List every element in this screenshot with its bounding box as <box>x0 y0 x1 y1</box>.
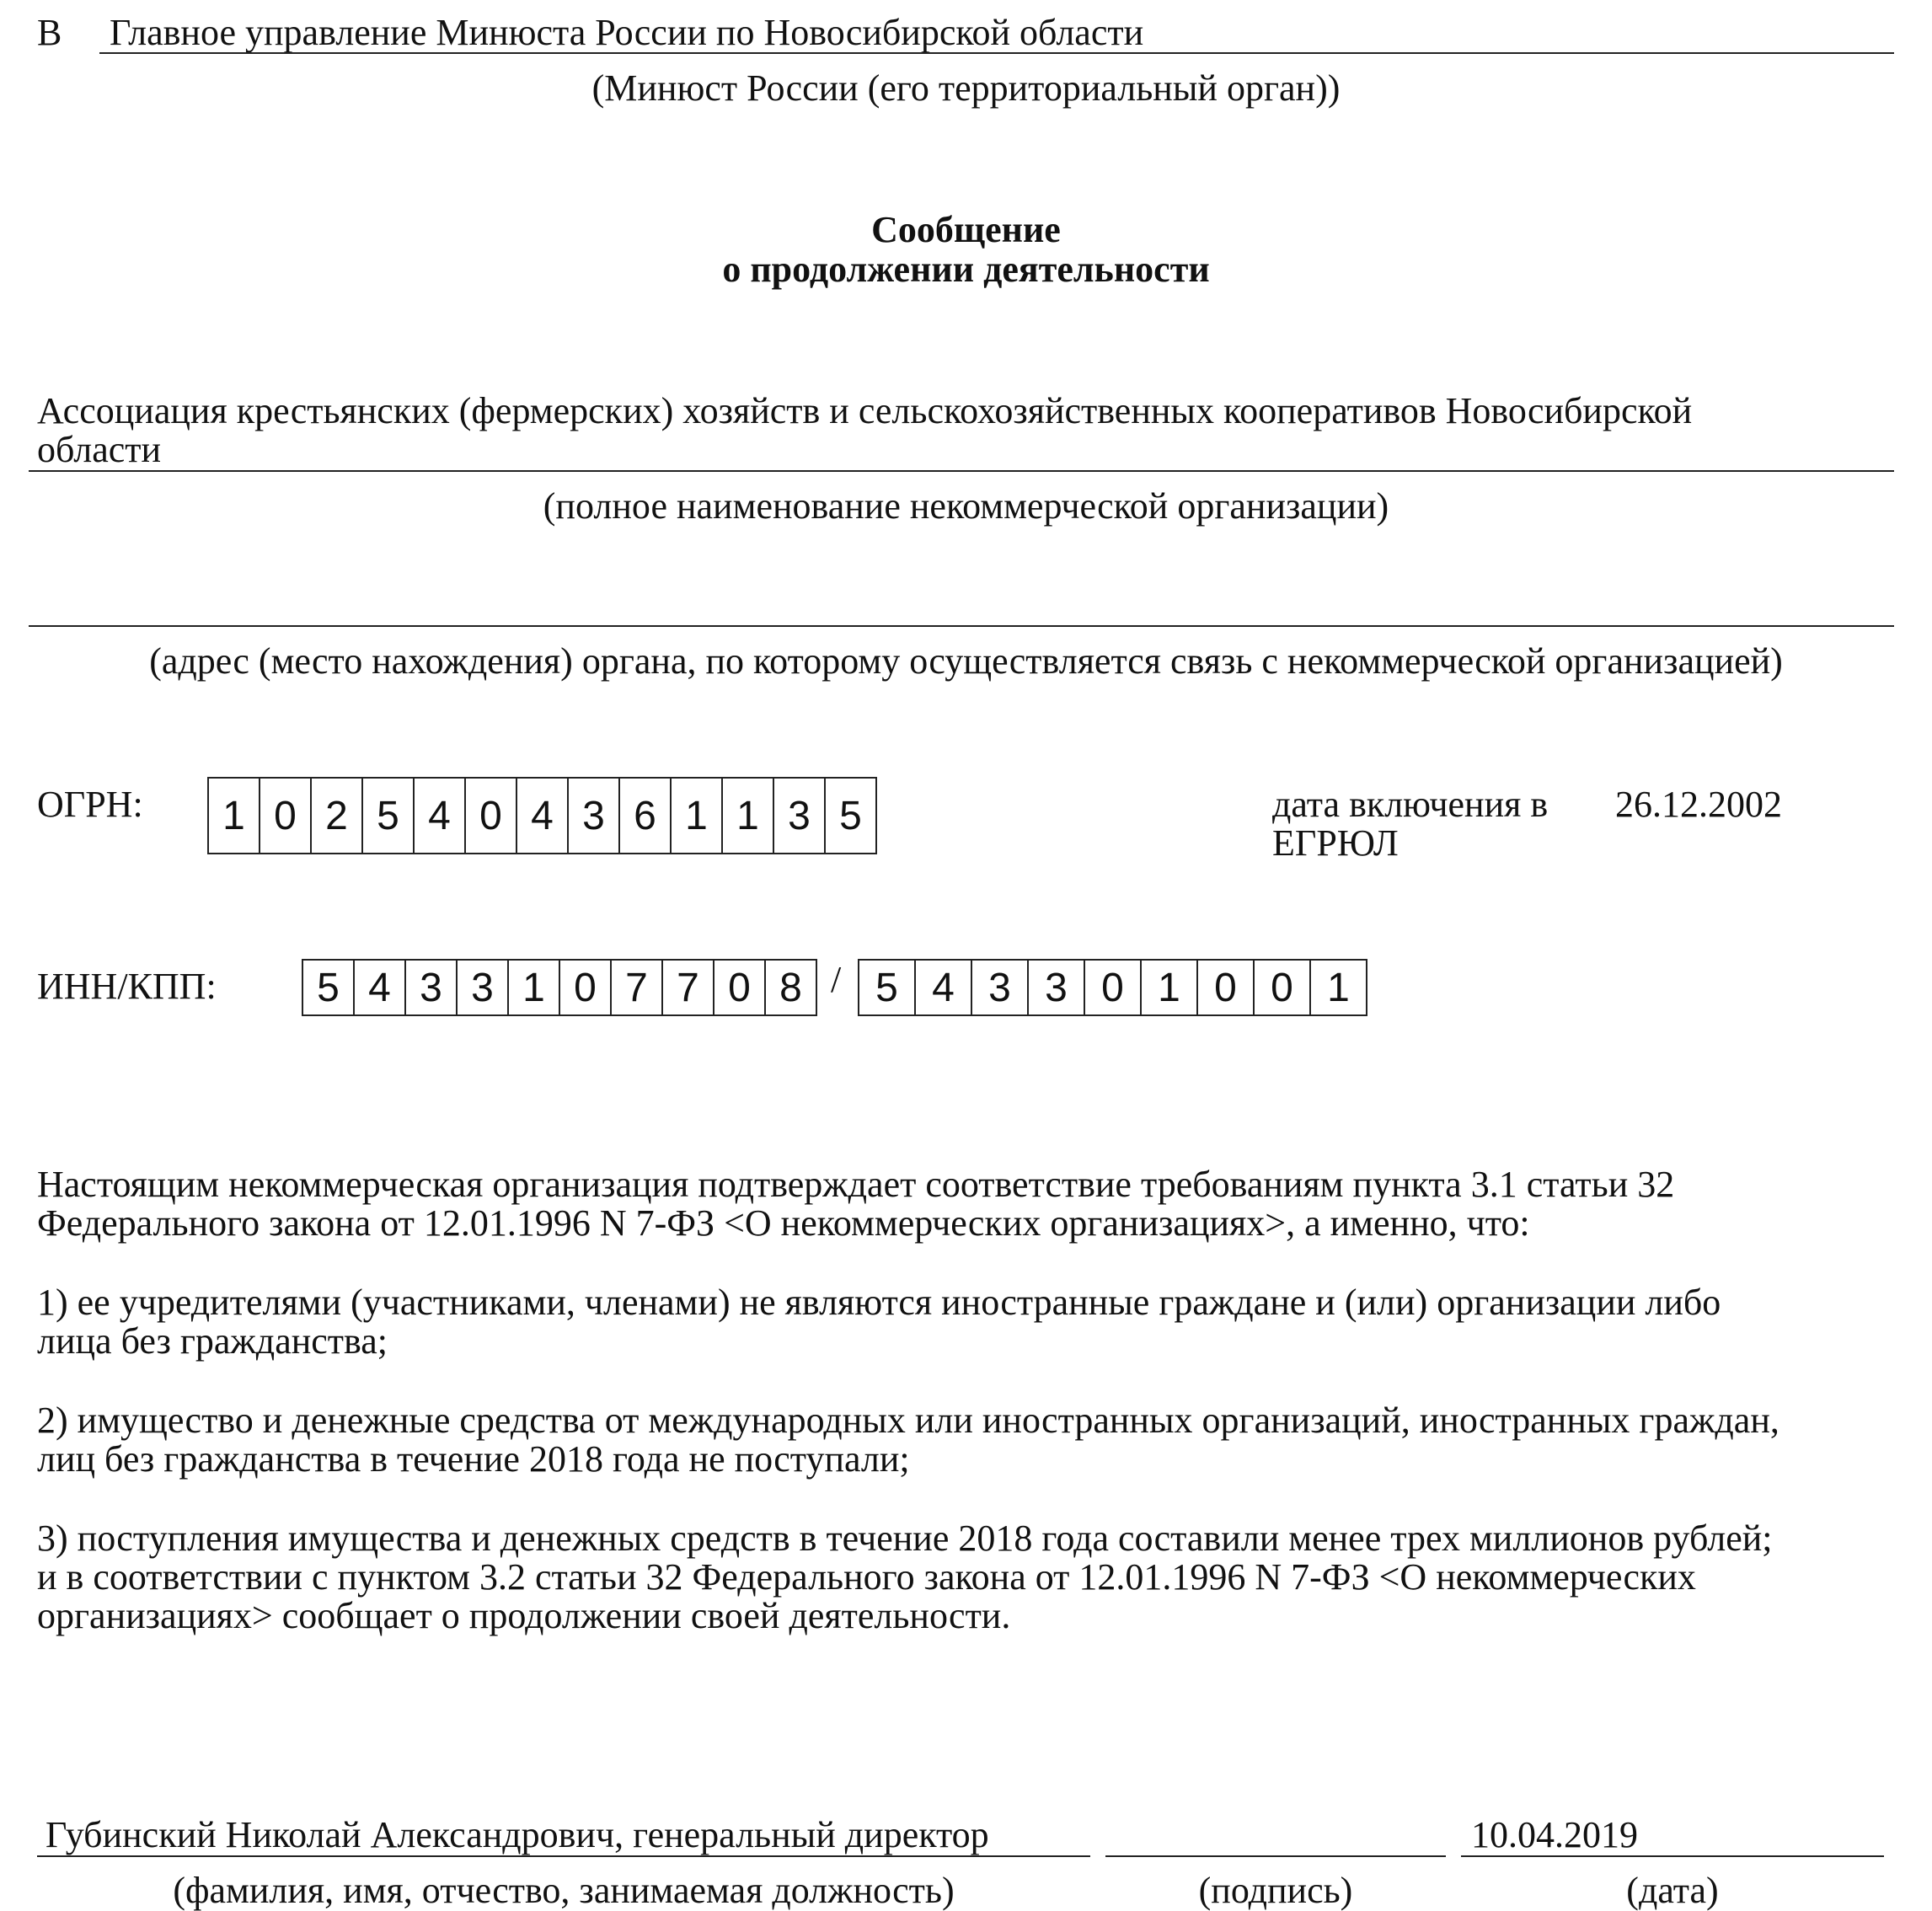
signature-caption: (подпись) <box>1198 1870 1353 1911</box>
date-underline <box>1461 1855 1884 1857</box>
digit-cell: 4 <box>916 961 972 1014</box>
digit-cell: 3 <box>458 961 509 1014</box>
signature-underline <box>1105 1855 1446 1857</box>
digit-cell: 5 <box>303 961 355 1014</box>
digit-cell: 6 <box>620 779 672 853</box>
intro-line1: Настоящим некоммерческая организация подтверждает соответствие требованиям пункта 3.1 статьи 32 <box>37 1164 1675 1205</box>
digit-cell: 8 <box>766 961 817 1014</box>
digit-cell: 4 <box>415 779 466 853</box>
signer-name-position: Губинский Николай Александрович, генеральный директор <box>45 1814 989 1855</box>
digit-cell: 3 <box>774 779 826 853</box>
digit-cell: 4 <box>517 779 569 853</box>
digit-cell: 1 <box>1142 961 1198 1014</box>
digit-cell: 7 <box>663 961 714 1014</box>
signature-date: 10.04.2019 <box>1471 1814 1638 1855</box>
address-caption: (адрес (место нахождения) органа, по которому осуществляется связь с некоммерческой организацией) <box>149 640 1783 682</box>
digit-cell: 0 <box>1085 961 1142 1014</box>
digit-cell: 3 <box>1029 961 1085 1014</box>
address-underline <box>29 625 1894 627</box>
digit-cell: 0 <box>466 779 517 853</box>
document-title: Сообщение <box>871 209 1061 250</box>
org-name-underline <box>29 470 1894 472</box>
inn-kpp-label: ИНН/КПП: <box>37 966 217 1007</box>
org-name-caption: (полное наименование некоммерческой организации) <box>543 485 1389 527</box>
authority-name: Главное управление Минюста России по Новосибирской области <box>110 12 1144 53</box>
digit-cell: 0 <box>1198 961 1255 1014</box>
digit-cell: 1 <box>723 779 774 853</box>
digit-cell: 1 <box>209 779 260 853</box>
header-prefix: В <box>37 12 62 53</box>
digit-cell: 0 <box>260 779 312 853</box>
digit-cell: 2 <box>312 779 363 853</box>
egrul-date: 26.12.2002 <box>1615 784 1782 825</box>
item3-line1: 3) поступления имущества и денежных средств в течение 2018 года составили менее трех миллионов рублей; <box>37 1518 1773 1559</box>
digit-cell: 5 <box>363 779 415 853</box>
item2-line1: 2) имущество и денежные средства от международных или иностранных организаций, иностранных граждан, <box>37 1400 1779 1441</box>
item2-line2: лиц без гражданства в течение 2018 года не поступали; <box>37 1438 910 1480</box>
ogrn-label: ОГРН: <box>37 784 143 825</box>
authority-caption: (Минюст России (его территориальный орган)) <box>591 67 1341 109</box>
digit-cell: 5 <box>859 961 916 1014</box>
signer-underline <box>37 1855 1090 1857</box>
org-name-line2: области <box>37 429 162 470</box>
date-caption: (дата) <box>1626 1870 1719 1911</box>
item3-line2: и в соответствии с пунктом 3.2 статьи 32 Федерального закона от 12.01.1996 N 7-ФЗ <О некоммерческих <box>37 1556 1696 1598</box>
item1-line2: лица без гражданства; <box>37 1320 388 1362</box>
digit-cell: 1 <box>672 779 723 853</box>
egrul-label-line1: дата включения в <box>1272 784 1549 825</box>
digit-cell: 7 <box>612 961 663 1014</box>
digit-cell: 1 <box>1311 961 1367 1014</box>
intro-line2: Федерального закона от 12.01.1996 N 7-ФЗ <О некоммерческих организациях>, а именно, что: <box>37 1202 1530 1244</box>
document-subtitle: о продолжении деятельности <box>722 249 1210 290</box>
digit-cell: 0 <box>560 961 612 1014</box>
digit-cell: 3 <box>972 961 1029 1014</box>
digit-cell: 5 <box>826 779 877 853</box>
digit-cell: 0 <box>714 961 766 1014</box>
item3-line3: организациях> сообщает о продолжении своей деятельности. <box>37 1595 1011 1636</box>
org-name-line1: Ассоциация крестьянских (фермерских) хозяйств и сельскохозяйственных кооперативов Новосибирской <box>37 390 1693 431</box>
inn-digit-boxes <box>302 959 817 1016</box>
inn-kpp-separator: / <box>831 959 842 1000</box>
digit-cell: 3 <box>406 961 458 1014</box>
digit-cell: 0 <box>1255 961 1311 1014</box>
ogrn-digit-boxes <box>207 777 877 854</box>
egrul-label-line2: ЕГРЮЛ <box>1272 822 1399 864</box>
digit-cell: 4 <box>355 961 406 1014</box>
authority-underline <box>99 52 1894 54</box>
digit-cell: 3 <box>569 779 620 853</box>
digit-cell: 1 <box>509 961 560 1014</box>
kpp-digit-boxes <box>858 959 1367 1016</box>
item1-line1: 1) ее учредителями (участниками, членами) не являются иностранные граждане и (или) организации либо <box>37 1282 1721 1323</box>
signer-caption: (фамилия, имя, отчество, занимаемая должность) <box>173 1870 955 1911</box>
